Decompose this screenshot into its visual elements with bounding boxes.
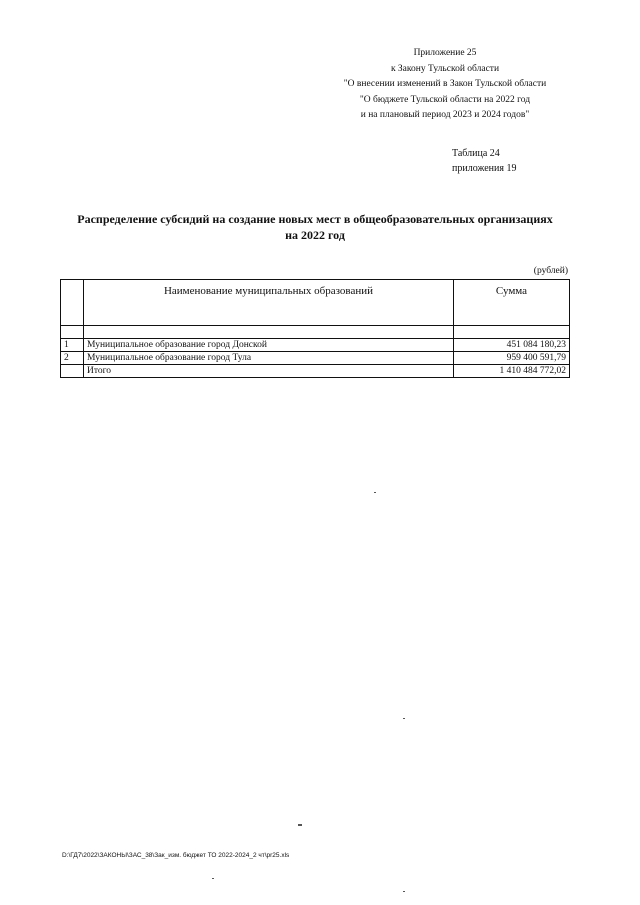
row-num: 1 <box>61 339 84 352</box>
appendix-line: и на плановый период 2023 и 2024 годов" <box>360 110 530 120</box>
table-row <box>61 339 570 352</box>
table-reference-line1: Таблица 24 <box>452 148 500 159</box>
header-name: Наименование муниципальных образований <box>84 280 454 326</box>
appendix-line: "О внесении изменений в Закон Тульской области <box>343 79 547 89</box>
row-name: Муниципальное образование город Донской <box>84 339 454 352</box>
scan-speck <box>374 492 376 493</box>
file-path-footer: D:\ГД7\2022\ЗАКОНЫ\ЗАС_38\Зак_изм. бюджет ТО 2022-2024_2 чт\pr25.xls <box>62 852 290 859</box>
row-name: Муниципальное образование город Тула <box>84 352 454 365</box>
appendix-line: к Закону Тульской области <box>390 63 500 74</box>
table-spacer-row <box>61 326 570 339</box>
document-title <box>60 211 570 243</box>
total-label: Итого <box>84 365 454 378</box>
table-row <box>61 352 570 365</box>
scan-speck <box>298 824 302 826</box>
appendix-header <box>330 46 560 124</box>
header-sum: Сумма <box>454 280 570 326</box>
scan-speck <box>403 718 405 719</box>
total-num <box>61 365 84 378</box>
title-line1: Распределение субсидий на создание новых мест в общеобразовательных организациях <box>77 212 553 226</box>
total-sum: 1 410 484 772,02 <box>454 365 570 378</box>
row-sum: 959 400 591,79 <box>454 352 570 365</box>
table-reference-line2: приложения 19 <box>452 163 517 174</box>
table-reference <box>452 146 516 176</box>
scan-speck <box>403 891 405 892</box>
table-total-row <box>61 365 570 378</box>
scan-speck <box>212 878 214 879</box>
appendix-line: Приложение 25 <box>413 48 477 58</box>
row-sum: 451 084 180,23 <box>454 339 570 352</box>
title-line2: на 2022 год <box>285 228 345 242</box>
table-header-row <box>61 280 570 326</box>
subsidy-table <box>60 279 570 378</box>
unit-label: (рублей) <box>533 266 568 276</box>
header-num <box>61 280 84 326</box>
appendix-line: "О бюджете Тульской области на 2022 год <box>359 94 531 105</box>
row-num: 2 <box>61 352 84 365</box>
